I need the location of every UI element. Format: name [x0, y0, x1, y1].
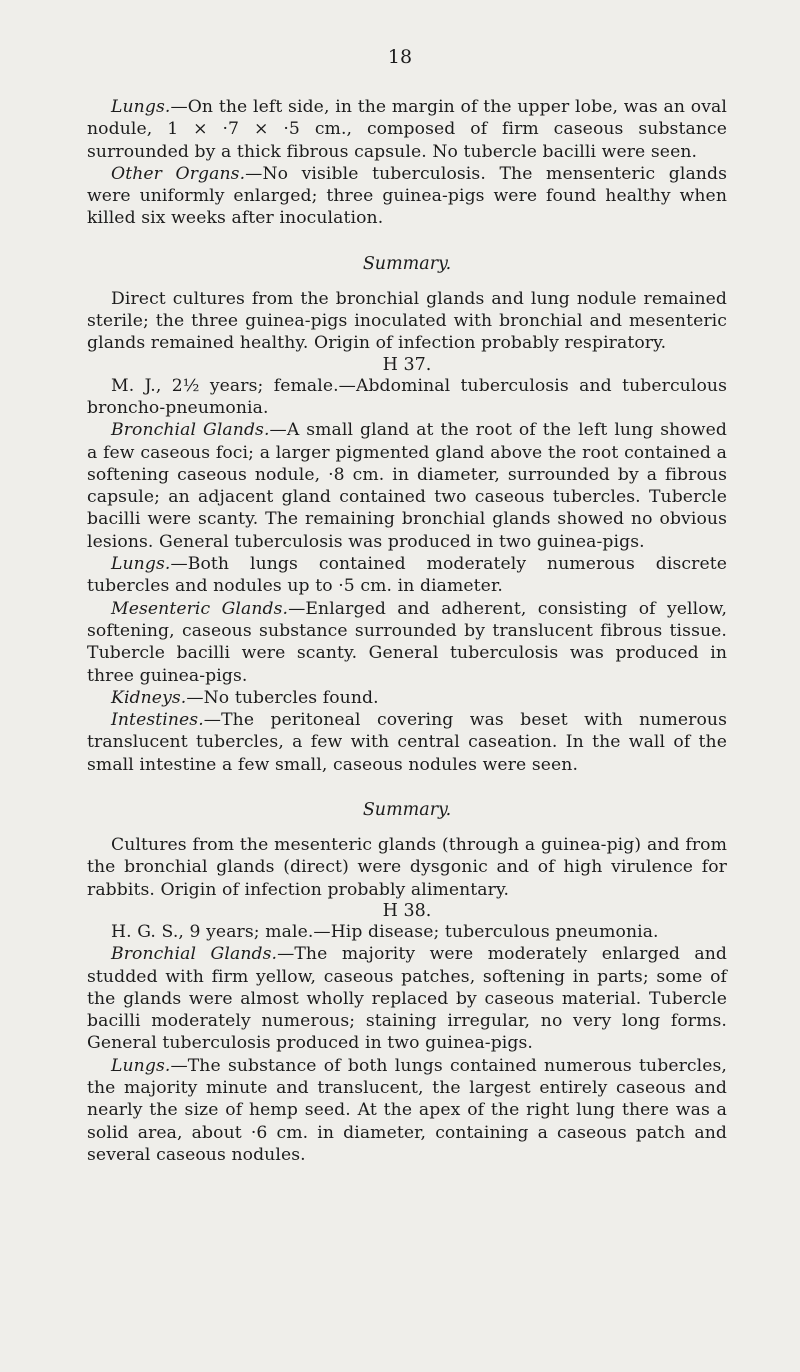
paragraph-lead: Lungs. [111, 97, 171, 117]
paragraph-lungs [87, 1055, 727, 1166]
paragraph-lead: Bronchial Glands. [111, 420, 270, 441]
paragraph-lead: Other Organs. [111, 163, 246, 184]
paragraph-text: —No tubercles found. [186, 687, 379, 708]
paragraph-text: —Both lungs contained moderately numerous discrete tubercles and nodules up to ·5 cm. in diameter. [87, 554, 727, 597]
paragraph-text: Cultures from the mesenteric glands (through a guinea-pig) and from the bronchial glands (direct) were dysgonic and of high virulence for rabbits. Origin of infection probably alimentary. [87, 835, 727, 900]
paragraph-lead: Lungs. [111, 1055, 171, 1076]
paragraph-text: M. J., 2½ years; female.—Abdominal tuberculosis and tuberculous broncho-pneumonia. [87, 375, 727, 418]
paragraph-text: —A small gland at the root of the left lung showed a few caseous foci; a larger pigmented gland above the root contained a softening caseous nodule, ·8 cm. in diameter, surrounded by a fibrous capsule; an adjacent gland contained two caseous tubercles. Tubercle bacilli were scanty. The remaining bronchial glands showed no obvious lesions. General tuberculosis was produced in two guinea-pigs. [87, 420, 727, 552]
paragraph-summary [87, 834, 727, 901]
paragraph-text: —On the left side, in the margin of the upper lobe, was an oval nodule, 1 × ·7 × ·5 cm., composed of firm caseous substance surrounded by a thick fibrous capsule. No tubercle bacilli were seen. [87, 97, 727, 162]
paragraph-case-intro [87, 375, 727, 420]
case-heading: H 37. [382, 354, 432, 375]
paragraph-case-intro [87, 921, 727, 943]
paragraph-lungs [87, 553, 727, 598]
paragraph-text: —Enlarged and adherent, consisting of yellow, softening, caseous substance surrounded by translucent fibrous tissue. Tubercle bacilli were scanty. General tuberculosis was produced in three guinea-pigs. [87, 598, 728, 686]
paragraph-lead: Lungs. [111, 554, 171, 575]
paragraph-lungs [87, 96, 727, 163]
paragraph-mesenteric-glands [87, 598, 727, 687]
paragraph-text: H. G. S., 9 years; male.—Hip disease; tuberculous pneumonia. [111, 921, 659, 942]
paragraph-text: —The majority were moderately enlarged and studded with firm yellow, caseous patches, softening in parts; some of the glands were almost wholly replaced by caseous material. Tubercle bacilli moderately numerous; staining irregular, no very long forms. General tuberculosis produced in two guinea-pigs. [87, 944, 727, 1054]
paragraph-other-organs [87, 163, 727, 230]
paragraph-text: Direct cultures from the bronchial glands and lung nodule remained sterile; the three guinea-pigs inoculated with bronchial and mesenteric glands remained healthy. Origin of infection probably respiratory. [87, 288, 727, 354]
paragraph-lead: Mesenteric Glands. [111, 598, 289, 619]
paragraph-text: —The substance of both lungs contained numerous tubercles, the majority minute and translucent, the largest entirely caseous and nearly the size of hemp seed. At the apex of the right lung there was a solid area, about ·6 cm. in diameter, containing a caseous patch and several caseous nodules. [87, 1055, 727, 1165]
page-number: 18 [387, 46, 413, 68]
body-text [87, 96, 727, 1166]
paragraph-lead: Bronchial Glands. [111, 944, 278, 965]
paragraph-intestines [87, 709, 727, 776]
paragraph-text: —The peritoneal covering was beset with numerous translucent tubercles, a few with central caseation. In the wall of the small intestine a few small, caseous nodules were seen. [87, 710, 727, 775]
paragraph-kidneys [87, 687, 727, 709]
section-heading-summary: Summary. [362, 253, 452, 274]
paragraph-text: —No visible tuberculosis. The mensenteric glands were uniformly enlarged; three guinea-pigs were found healthy when killed six weeks after inoculation. [87, 163, 727, 229]
paragraph-lead: Kidneys. [111, 687, 187, 708]
case-heading: H 38. [382, 900, 432, 921]
paragraph-lead: Intestines. [111, 710, 204, 731]
paragraph-summary [87, 288, 727, 355]
paragraph-bronchial-glands [87, 943, 727, 1054]
section-heading-summary: Summary. [362, 800, 452, 821]
paragraph-bronchial-glands [87, 419, 727, 553]
